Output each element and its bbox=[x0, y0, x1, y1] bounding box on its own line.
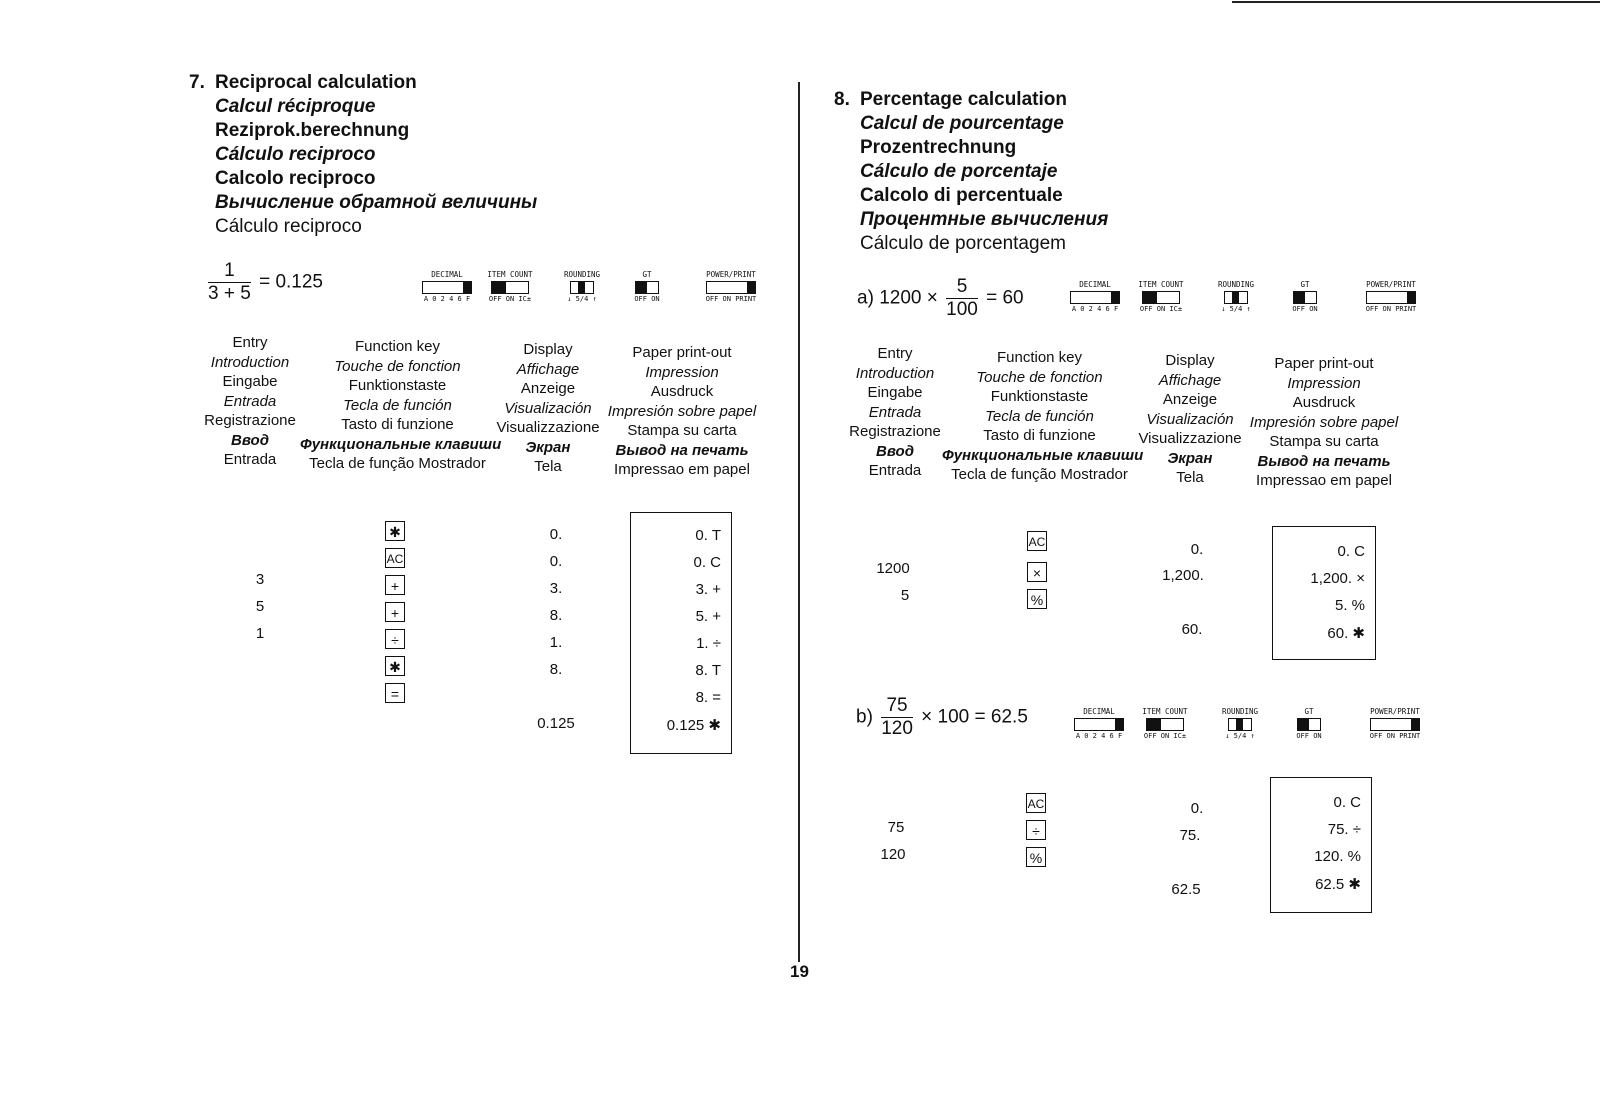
hdr-entry-es: Entrada bbox=[223, 392, 277, 410]
s8a-numerator: 5 bbox=[946, 276, 978, 299]
key-plus[interactable]: + bbox=[385, 575, 405, 595]
power-print-switch bbox=[698, 270, 764, 303]
title-it: Calcolo reciproco bbox=[215, 168, 376, 189]
s8a-entry: 5 bbox=[900, 587, 910, 604]
hdr-paper-es: Impresión sobre papel bbox=[607, 402, 757, 420]
s7-paper-printout bbox=[630, 512, 732, 754]
rounding-switch bbox=[1214, 280, 1258, 313]
hdr-entry-ru: Ввод bbox=[876, 442, 914, 460]
item-count-switch bbox=[485, 270, 535, 303]
paper-line: 60. ✱ bbox=[1327, 625, 1365, 642]
rounding-slider bbox=[1224, 291, 1248, 304]
s8-col-paper bbox=[1244, 354, 1404, 491]
paper-line: 5. % bbox=[1334, 597, 1365, 614]
hdr-paper-it: Stampa su carta bbox=[627, 422, 737, 439]
paper-line: 1. ÷ bbox=[696, 635, 721, 652]
page-number: 19 bbox=[790, 962, 809, 981]
decimal-positions: A 0 2 4 6 F bbox=[1075, 732, 1123, 740]
section-7-heading bbox=[189, 71, 538, 239]
power-print-label: POWER/PRINT bbox=[1366, 280, 1416, 289]
s7-col-display bbox=[488, 340, 608, 477]
title-it: Calcolo di percentuale bbox=[860, 185, 1063, 206]
key-star[interactable]: ✱ bbox=[385, 656, 405, 676]
decimal-switch bbox=[1068, 280, 1122, 313]
hdr-display-ru: Экран bbox=[525, 438, 571, 456]
hdr-paper-es: Impresión sobre papel bbox=[1249, 413, 1399, 431]
hdr-entry-en: Entry bbox=[877, 345, 913, 362]
paper-line: 0. C bbox=[693, 554, 721, 571]
key-percent[interactable]: % bbox=[1026, 847, 1046, 867]
title-en: Percentage calculation bbox=[860, 89, 1067, 110]
item-count-label: ITEM COUNT bbox=[1138, 280, 1184, 289]
gt-label: GT bbox=[1304, 707, 1314, 716]
top-rule bbox=[1232, 1, 1600, 3]
s8b-formula bbox=[856, 695, 1028, 740]
paper-line: 75. ÷ bbox=[1327, 821, 1361, 838]
decimal-switch bbox=[420, 270, 474, 303]
rounding-switch bbox=[1218, 707, 1262, 740]
hdr-entry-fr: Introduction bbox=[210, 353, 290, 371]
item-count-positions: OFF ON IC± bbox=[1143, 732, 1187, 740]
item-count-positions: OFF ON IC± bbox=[488, 295, 532, 303]
rounding-slider bbox=[570, 281, 594, 294]
hdr-function-it: Tasto di funzione bbox=[341, 416, 454, 433]
hdr-display-fr: Affichage bbox=[516, 360, 580, 378]
s8a-display-value: 0. bbox=[1190, 541, 1204, 558]
key-equals[interactable]: = bbox=[385, 683, 405, 703]
s7-display-value: 1. bbox=[549, 634, 563, 651]
s7-display-value: 8. bbox=[549, 607, 563, 624]
gt-positions: OFF ON bbox=[634, 295, 660, 303]
s7-col-paper bbox=[602, 343, 762, 480]
hdr-display-fr: Affichage bbox=[1158, 371, 1222, 389]
hdr-entry-pt: Entrada bbox=[868, 462, 922, 479]
rounding-label: ROUNDING bbox=[563, 270, 601, 279]
key-multiply[interactable]: × bbox=[1027, 562, 1047, 582]
hdr-display-ru: Экран bbox=[1167, 449, 1213, 467]
paper-line: 0.125 ✱ bbox=[666, 717, 721, 734]
s7-fraction bbox=[208, 260, 251, 305]
s7-display-value: 0.125 bbox=[537, 715, 575, 732]
s8a-fraction bbox=[946, 276, 978, 321]
hdr-function-es: Tecla de función bbox=[985, 407, 1094, 425]
hdr-function-en: Function key bbox=[354, 338, 441, 355]
hdr-paper-pt: Impressao em papel bbox=[614, 461, 750, 478]
s8a-switch-panel bbox=[1068, 280, 1428, 320]
decimal-slider bbox=[422, 281, 472, 294]
gt-positions: OFF ON bbox=[1296, 732, 1322, 740]
s8a-denominator: 100 bbox=[946, 299, 978, 320]
hdr-function-ru: Функциональные клавиши bbox=[942, 446, 1144, 464]
s8a-formula bbox=[857, 276, 1024, 321]
s8a-paper-printout bbox=[1272, 526, 1376, 660]
hdr-display-es: Visualización bbox=[1146, 410, 1234, 428]
hdr-display-en: Display bbox=[1165, 352, 1215, 369]
paper-line: 0. C bbox=[1337, 543, 1365, 560]
s7-denominator: 3 + 5 bbox=[208, 283, 251, 304]
title-pt: Cálculo de porcentagem bbox=[860, 233, 1066, 254]
title-de: Reziprok.berechnung bbox=[215, 120, 410, 141]
hdr-display-de: Anzeige bbox=[1162, 391, 1218, 408]
hdr-function-es: Tecla de función bbox=[343, 396, 452, 414]
hdr-function-de: Funktionstaste bbox=[348, 377, 447, 394]
section-8-number: 8. bbox=[834, 89, 850, 110]
hdr-entry-es: Entrada bbox=[868, 403, 922, 421]
power-print-switch bbox=[1358, 280, 1424, 313]
decimal-label: DECIMAL bbox=[431, 270, 463, 279]
paper-line: 0. C bbox=[1333, 794, 1361, 811]
power-print-slider bbox=[706, 281, 756, 294]
s8b-suffix: × 100 = 62.5 bbox=[921, 706, 1028, 728]
gt-switch bbox=[1294, 707, 1324, 740]
s8b-fraction bbox=[881, 695, 913, 740]
s8a-display-value: 1,200. bbox=[1162, 567, 1204, 584]
s8b-label: b) bbox=[856, 706, 873, 728]
hdr-entry-ru: Ввод bbox=[231, 431, 269, 449]
item-count-switch bbox=[1136, 280, 1186, 313]
page-divider bbox=[798, 82, 800, 962]
power-print-label: POWER/PRINT bbox=[1370, 707, 1420, 716]
title-de: Prozentrechnung bbox=[860, 137, 1017, 158]
paper-line: 8. = bbox=[695, 689, 721, 706]
gt-positions: OFF ON bbox=[1292, 305, 1318, 313]
gt-label: GT bbox=[1300, 280, 1310, 289]
s8a-result: = 60 bbox=[986, 287, 1024, 309]
key-divide[interactable]: ÷ bbox=[1026, 820, 1046, 840]
s8a-prefix: 1200 × bbox=[879, 287, 938, 309]
gt-switch bbox=[1290, 280, 1320, 313]
item-count-switch bbox=[1140, 707, 1190, 740]
hdr-function-ru: Функциональные клавиши bbox=[300, 435, 502, 453]
s8b-display-value: 62.5 bbox=[1171, 881, 1201, 898]
hdr-function-pt: Tecla de função Mostrador bbox=[309, 455, 486, 472]
decimal-label: DECIMAL bbox=[1079, 280, 1111, 289]
hdr-entry-de: Eingabe bbox=[867, 384, 923, 401]
s8b-denominator: 120 bbox=[881, 718, 913, 739]
s7-switch-panel bbox=[420, 270, 780, 310]
power-print-positions: OFF ON PRINT bbox=[1365, 305, 1417, 313]
s7-numerator: 1 bbox=[208, 260, 251, 283]
hdr-entry-en: Entry bbox=[232, 334, 268, 351]
title-fr: Calcul réciproque bbox=[215, 96, 376, 117]
hdr-entry-de: Eingabe bbox=[222, 373, 278, 390]
item-count-slider bbox=[491, 281, 529, 294]
key-plus[interactable]: + bbox=[385, 602, 405, 622]
key-star[interactable]: ✱ bbox=[385, 521, 405, 541]
title-ru: Процентные вычисления bbox=[860, 209, 1109, 230]
gt-switch bbox=[632, 270, 662, 303]
hdr-paper-fr: Impression bbox=[1287, 374, 1361, 392]
s8a-display-value: 60. bbox=[1181, 621, 1203, 638]
hdr-function-fr: Touche de fonction bbox=[976, 368, 1103, 386]
s8b-display-value: 0. bbox=[1190, 800, 1204, 817]
hdr-entry-pt: Entrada bbox=[223, 451, 277, 468]
hdr-display-en: Display bbox=[523, 341, 573, 358]
hdr-paper-ru: Вывод на печать bbox=[1257, 452, 1391, 470]
hdr-function-it: Tasto di funzione bbox=[983, 427, 1096, 444]
paper-line: 8. T bbox=[695, 662, 721, 679]
s7-display-value: 0. bbox=[549, 553, 563, 570]
hdr-paper-en: Paper print-out bbox=[1274, 355, 1374, 372]
s8b-display-value: 75. bbox=[1179, 827, 1201, 844]
paper-line: 120. % bbox=[1314, 848, 1361, 865]
s8b-entry: 120 bbox=[880, 846, 906, 863]
title-es: Cálculo reciproco bbox=[215, 144, 376, 165]
title-es: Cálculo de porcentaje bbox=[860, 161, 1058, 182]
item-count-label: ITEM COUNT bbox=[1142, 707, 1188, 716]
rounding-label: ROUNDING bbox=[1217, 280, 1255, 289]
power-print-switch bbox=[1362, 707, 1428, 740]
item-count-label: ITEM COUNT bbox=[487, 270, 533, 279]
hdr-function-de: Funktionstaste bbox=[990, 388, 1089, 405]
power-print-positions: OFF ON PRINT bbox=[705, 295, 757, 303]
s8-col-display bbox=[1130, 351, 1250, 488]
hdr-display-pt: Tela bbox=[534, 458, 562, 475]
hdr-display-it: Visualizzazione bbox=[496, 419, 600, 436]
rounding-slider bbox=[1228, 718, 1252, 731]
rounding-positions: ↓ 5/4 ↑ bbox=[1221, 305, 1251, 313]
paper-line: 5. + bbox=[695, 608, 721, 625]
s8b-numerator: 75 bbox=[881, 695, 913, 718]
hdr-entry-it: Registrazione bbox=[849, 423, 941, 440]
rounding-positions: ↓ 5/4 ↑ bbox=[567, 295, 597, 303]
gt-label: GT bbox=[642, 270, 652, 279]
rounding-positions: ↓ 5/4 ↑ bbox=[1225, 732, 1255, 740]
title-ru: Вычисление обратной величины bbox=[215, 192, 538, 213]
hdr-paper-fr: Impression bbox=[645, 363, 719, 381]
hdr-paper-de: Ausdruck bbox=[1292, 394, 1356, 411]
decimal-positions: A 0 2 4 6 F bbox=[423, 295, 471, 303]
decimal-slider bbox=[1070, 291, 1120, 304]
hdr-function-en: Function key bbox=[996, 349, 1083, 366]
hdr-display-pt: Tela bbox=[1176, 469, 1204, 486]
s7-display-value: 8. bbox=[549, 661, 563, 678]
hdr-display-de: Anzeige bbox=[520, 380, 576, 397]
s7-entry: 3 bbox=[255, 571, 265, 588]
key-divide[interactable]: ÷ bbox=[385, 629, 405, 649]
hdr-entry-fr: Introduction bbox=[855, 364, 935, 382]
hdr-paper-de: Ausdruck bbox=[650, 383, 714, 400]
s8a-label: a) bbox=[857, 287, 874, 309]
s7-col-function bbox=[300, 337, 502, 474]
key-ac[interactable]: AC bbox=[1027, 531, 1047, 551]
hdr-entry-it: Registrazione bbox=[204, 412, 296, 429]
hdr-paper-en: Paper print-out bbox=[632, 344, 732, 361]
decimal-switch bbox=[1072, 707, 1126, 740]
item-count-slider bbox=[1146, 718, 1184, 731]
power-print-positions: OFF ON PRINT bbox=[1369, 732, 1421, 740]
s8b-entry: 75 bbox=[887, 819, 905, 836]
rounding-switch bbox=[560, 270, 604, 303]
decimal-positions: A 0 2 4 6 F bbox=[1071, 305, 1119, 313]
s7-display-value: 3. bbox=[549, 580, 563, 597]
section-8-heading bbox=[834, 88, 1109, 256]
paper-line: 1,200. × bbox=[1310, 570, 1365, 587]
decimal-label: DECIMAL bbox=[1083, 707, 1115, 716]
hdr-display-es: Visualización bbox=[504, 399, 592, 417]
paper-line: 0. T bbox=[695, 527, 721, 544]
hdr-paper-it: Stampa su carta bbox=[1269, 433, 1379, 450]
item-count-positions: OFF ON IC± bbox=[1139, 305, 1183, 313]
item-count-slider bbox=[1142, 291, 1180, 304]
hdr-display-it: Visualizzazione bbox=[1138, 430, 1242, 447]
power-print-slider bbox=[1370, 718, 1420, 731]
s7-display-value: 0. bbox=[549, 526, 563, 543]
s8b-paper-printout bbox=[1270, 777, 1372, 913]
gt-slider bbox=[635, 281, 659, 294]
paper-line: 62.5 ✱ bbox=[1315, 876, 1361, 893]
title-fr: Calcul de pourcentage bbox=[860, 113, 1064, 134]
s8a-entry: 1200 bbox=[876, 560, 910, 577]
key-ac[interactable]: AC bbox=[1026, 793, 1046, 813]
rounding-label: ROUNDING bbox=[1221, 707, 1259, 716]
s8-col-entry bbox=[840, 344, 950, 481]
key-percent[interactable]: % bbox=[1027, 589, 1047, 609]
s7-entry: 5 bbox=[255, 598, 265, 615]
title-en: Reciprocal calculation bbox=[215, 72, 417, 93]
key-ac[interactable]: AC bbox=[385, 548, 405, 568]
hdr-function-pt: Tecla de função Mostrador bbox=[951, 466, 1128, 483]
hdr-paper-pt: Impressao em papel bbox=[1256, 472, 1392, 489]
gt-slider bbox=[1293, 291, 1317, 304]
gt-slider bbox=[1297, 718, 1321, 731]
s7-result: = 0.125 bbox=[259, 271, 323, 293]
s7-col-entry bbox=[195, 333, 305, 470]
hdr-paper-ru: Вывод на печать bbox=[615, 441, 749, 459]
s8-col-function bbox=[942, 348, 1144, 485]
title-pt: Cálculo reciproco bbox=[215, 216, 362, 237]
hdr-function-fr: Touche de fonction bbox=[334, 357, 461, 375]
s8b-switch-panel bbox=[1072, 707, 1432, 747]
paper-line: 3. + bbox=[695, 581, 721, 598]
s7-entry: 1 bbox=[255, 625, 265, 642]
power-print-slider bbox=[1366, 291, 1416, 304]
decimal-slider bbox=[1074, 718, 1124, 731]
section-7-number: 7. bbox=[189, 72, 205, 93]
s7-formula bbox=[205, 260, 323, 305]
power-print-label: POWER/PRINT bbox=[706, 270, 756, 279]
